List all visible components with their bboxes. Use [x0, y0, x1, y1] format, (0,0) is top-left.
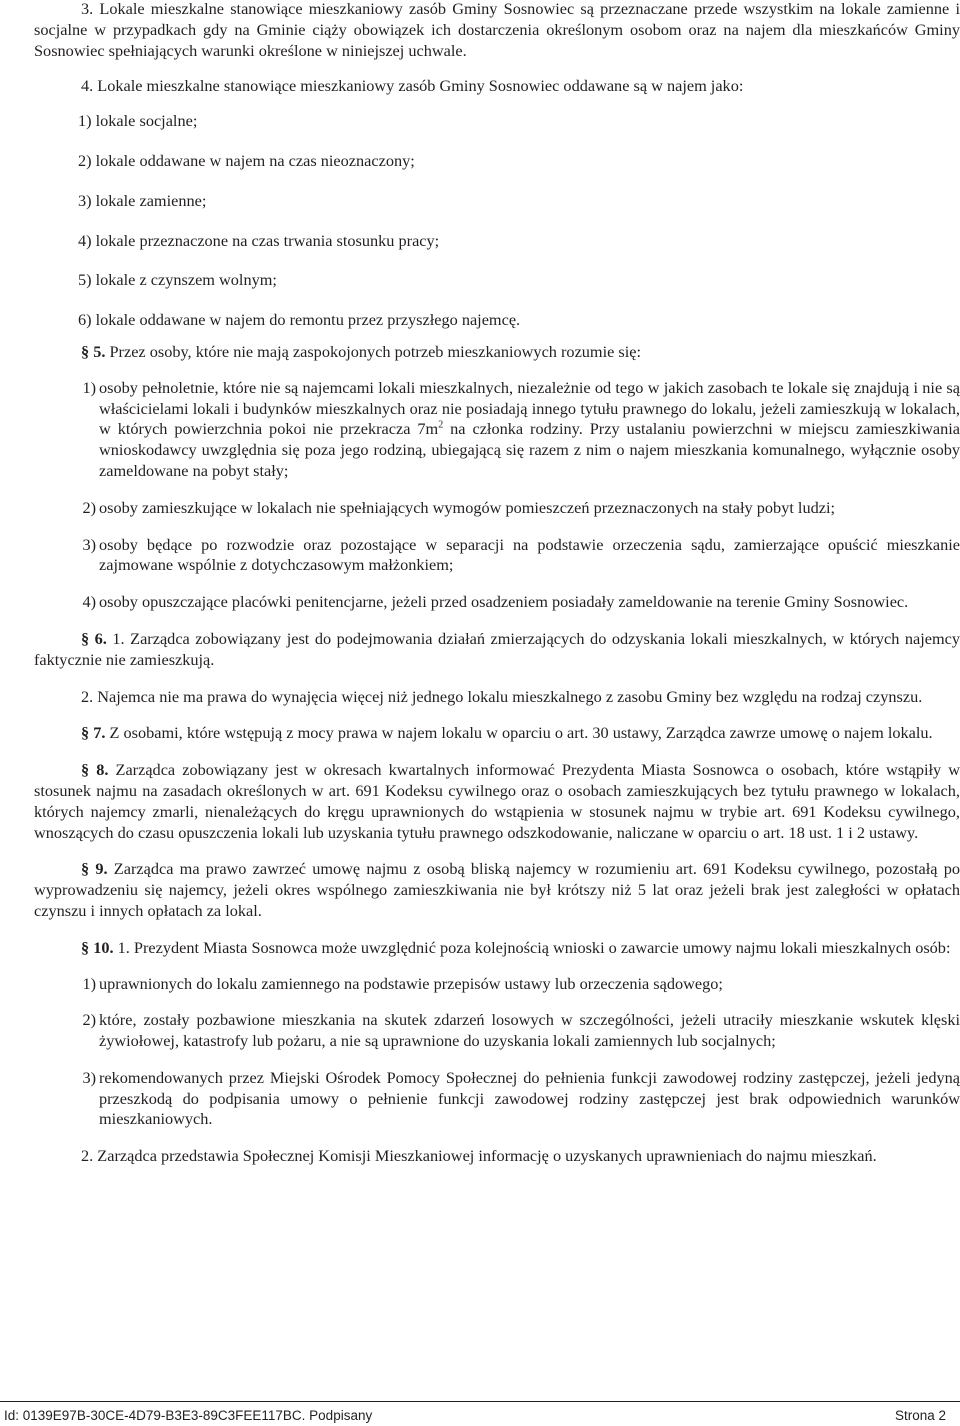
list-item: 6) lokale oddawane w najem do remontu przez przyszłego najemcę. [78, 310, 521, 330]
page-footer [0, 1402, 960, 1423]
list-item: 1) lokale socjalne; [78, 111, 198, 131]
list-item-number: 4) [82, 592, 96, 612]
list-item-text: osoby opuszczające placówki penitencjarne, jeżeli przed osadzeniem posiadały zameldowanie na terenie Gminy Sosnowiec. [99, 592, 909, 612]
list-item-number: 2) [82, 497, 96, 517]
list-item-number: 3) [82, 1067, 96, 1087]
paragraph-4-list [78, 111, 960, 331]
section-9-mark: § 9. [81, 859, 108, 879]
document-id: Id: 0139E97B-30CE-4D79-B3E3-89C3FEE117BC. Podpisany [4, 1408, 373, 1423]
list-item-number: 1) [82, 377, 96, 397]
list-item: 3) lokale zamienne; [78, 190, 207, 210]
list-item: 4) lokale przeznaczone na czas trwania stosunku pracy; [78, 230, 440, 250]
list-item-text: osoby zamieszkujące w lokalach nie spełniających wymogów pomieszczeń przeznaczonych na stały pobyt ludzi; [99, 497, 836, 517]
section-7-paragraph: § 7. Z osobami, które wstępują z mocy prawa w najem lokalu w oparciu o art. 30 ustawy, Zarządca zawrze umowę o najem lokalu. [81, 723, 933, 743]
list-item [34, 498, 960, 519]
list-item [34, 592, 960, 613]
list-item-text: rekomendowanych przez Miejski Ośrodek Pomocy Społecznej do pełnienia funkcji zawodowej rodziny zastępczej, jeżeli jedyną przeszkodą do podpisania umowy o pełnienie funkcji zawodowej rodziny zastępczej jest brak odpowiednich warunków mieszkaniowych. [99, 1067, 960, 1129]
list-item-number: 3) [82, 534, 96, 554]
list-item: 2) lokale oddawane w najem na czas nieoznaczony; [78, 150, 415, 170]
section-5-list [34, 378, 960, 613]
list-item-text: uprawnionych do lokalu zamiennego na podstawie przepisów ustawy lub orzeczenia sądowego; [99, 973, 723, 993]
list-item [34, 974, 960, 995]
section-6-paragraph-2: 2. Najemca nie ma prawa do wynajęcia więcej niż jednego lokalu mieszkalnego z zasobu Gminy bez względu na rodzaj czynszu. [81, 686, 923, 706]
section-7-mark: § 7. [81, 723, 106, 743]
list-item [34, 378, 960, 482]
section-6-paragraph-1: § 6. 1. Zarządca zobowiązany jest do podejmowania działań zmierzających do odzyskania lokali mieszkalnych, w których najemcy faktycznie nie zamieszkują. [34, 628, 960, 669]
section-10-paragraph-2: 2. Zarządca przedstawia Społecznej Komisji Mieszkaniowej informację o uzyskanych uprawnieniach do najmu mieszkań. [81, 1146, 877, 1166]
list-item-text: osoby pełnoletnie, które nie są najemcami lokali mieszkalnych, niezależnie od tego w jakich zasobach te lokale się znajdują i nie są właścicielami lokali i budynków mieszkalnych oraz nie posiadają innego tytułu prawnego do lokalu, jeżeli zamieszkują w lokalach, w których powierzchnia pokoi nie przekracza $7m^2$ na członka rodziny. Przy ustalaniu powierzchni w miejscu zamieszkiwania wnioskodawcy uwzględnia się poza jego rodziną, ubiegającą się razem z nim o najem mieszkania komunalnego, wyłącznie osoby zameldowane na pobyt stały; [99, 377, 960, 480]
section-10-paragraph-1: § 10. 1. Prezydent Miasta Sosnowca może uwzględnić poza kolejnością wnioski o zawarcie umowy najmu lokali mieszkalnych osób: [81, 937, 951, 957]
paragraph-3: 3. Lokale mieszkalne stanowiące mieszkaniowy zasób Gminy Sosnowiec są przeznaczane przede wszystkim na lokale zamienne i socjalne w przypadkach gdy na Gminie ciąży obowiązek ich dostarczenia określonym osobom oraz na najem dla mieszkańców Gminy Sosnowiec spełniających warunki określone w niniejszej uchwale. [34, 0, 960, 60]
paragraph-4: 4. Lokale mieszkalne stanowiące mieszkaniowy zasób Gminy Sosnowiec oddawane są w najem jako: [81, 76, 744, 96]
section-8-mark: § 8. [81, 760, 109, 780]
section-9-paragraph: § 9. Zarządca ma prawo zawrzeć umowę najmu z osobą bliską najemcy w rozumieniu art. 691 Kodeksu cywilnego, pozostałą po wyprowadzeniu się najemcy, jeżeli okres wspólnego zamieszkiwania nie był krótszy niż 5 lat oraz jeżeli brak jest zaległości w opłatach czynszu i innych opłatach za lokal. [34, 859, 960, 920]
list-item-text: które, zostały pozbawione mieszkania na skutek zdarzeń losowych w szczególności, jeżeli utraciły mieszkanie wskutek klęski żywiołowej, katastrofy lub pożaru, a nie są uprawnione do uzyskania lokali zamiennych lub socjalnych; [99, 1010, 960, 1051]
section-8-paragraph: § 8. Zarządca zobowiązany jest w okresach kwartalnych informować Prezydenta Miasta Sosnowca o osobach, które wstąpiły w stosunek najmu na zasadach określonych w art. 691 Kodeksu cywilnego oraz o osobach zamieszkujących bez tytułu prawnego w lokalach, których najemcy zmarli, nienależących do kręgu uprawnionych do wstąpienia w stosunek najmu w trybie art. 691 Kodeksu cywilnego, wnoszących do czasu opuszczenia lokali lub uzyskania tytułu prawnego odszkodowanie, naliczane w oparciu o art. 18 ust. 1 i 2 ustawy. [34, 760, 960, 842]
section-5-intro [34, 342, 960, 363]
section-5-mark: § 5. [81, 341, 106, 361]
section-5-text: Przez osoby, które nie mają zaspokojonych potrzeb mieszkaniowych rozumie się: [105, 341, 642, 361]
page-number: Strona 2 [894, 1408, 946, 1423]
section-10-list [34, 974, 960, 1131]
list-item [34, 1068, 960, 1130]
list-item [34, 535, 960, 577]
section-10-mark: § 10. [81, 937, 114, 957]
list-item-number: 2) [82, 1010, 96, 1030]
list-item-text: osoby będące po rozwodzie oraz pozostające w separacji na podstawie orzeczenia sądu, zamierzające opuścić mieszkanie zajmowane wspólnie z dotychczasowym małżonkiem; [99, 534, 960, 575]
list-item [34, 1010, 960, 1052]
list-item-number: 1) [82, 973, 96, 993]
document-page [34, 0, 960, 1167]
section-6-mark: § 6. [81, 628, 107, 648]
list-item: 5) lokale z czynszem wolnym; [78, 270, 277, 290]
